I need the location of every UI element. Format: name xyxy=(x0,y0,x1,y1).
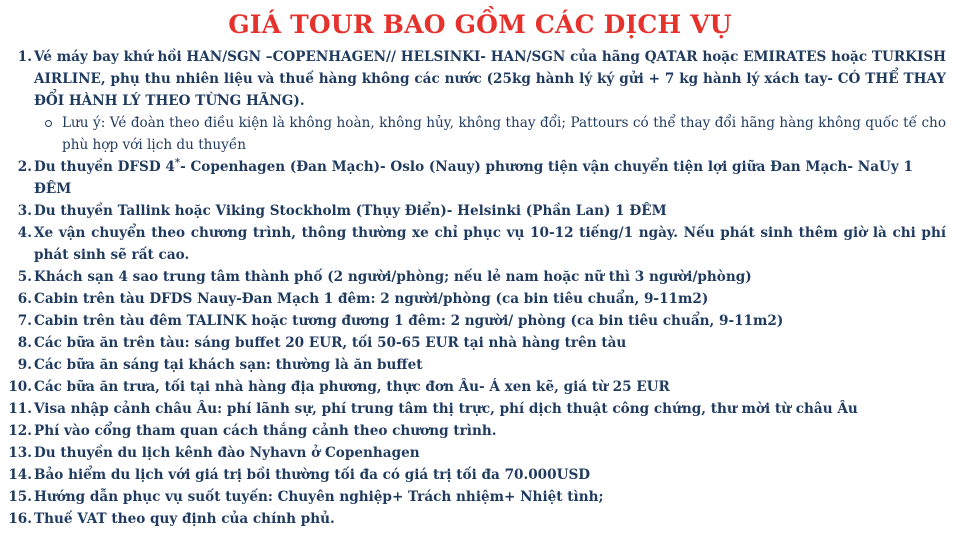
item-text: Xe vận chuyển theo chương trình, thông thường xe chỉ phục vụ 10-12 tiếng/1 ngày. Nếu phát sinh thêm giờ là chi phí phát sinh sẽ rất cao. xyxy=(34,225,946,263)
item-text: Du thuyền DFSD 4 xyxy=(34,159,175,175)
item-number: 7. xyxy=(17,313,32,329)
item-text: Du thuyền Tallink hoặc Viking Stockholm (Thụy Điển)- Helsinki (Phần Lan) 1 ĐÊM xyxy=(34,203,667,219)
services-list xyxy=(0,46,960,530)
list-item xyxy=(0,464,960,486)
item-number: 1. xyxy=(17,49,32,65)
item-number: 16. xyxy=(8,511,32,527)
list-item xyxy=(0,266,960,288)
list-item xyxy=(0,442,960,464)
item-number: 12. xyxy=(8,423,32,439)
list-item xyxy=(0,288,960,310)
item-text: Phí vào cổng tham quan cách thắng cảnh theo chương trình. xyxy=(34,423,497,439)
list-item xyxy=(0,46,960,112)
item-number: 3. xyxy=(17,203,32,219)
item-text: Visa nhập cảnh châu Âu: phí lãnh sự, phí trung tâm thị trực, phí dịch thuật công chứng, thư mời từ châu Âu xyxy=(34,401,858,417)
item-number: 6. xyxy=(17,291,32,307)
list-item xyxy=(0,420,960,442)
item-number: 15. xyxy=(8,489,32,505)
item-superscript: * xyxy=(174,157,181,169)
item-number: 13. xyxy=(8,445,32,461)
circle-bullet-icon xyxy=(45,120,52,127)
item-number: 10. xyxy=(8,379,32,395)
item-text: Thuế VAT theo quy định của chính phủ. xyxy=(34,511,335,527)
item-number: 5. xyxy=(17,269,32,285)
list-item xyxy=(0,376,960,398)
note-text: Lưu ý: Vé đoàn theo điều kiện là không hoàn, không hủy, không thay đổi; Pattours có thể thay đổi hãng hàng không quốc tế cho phù hợp với lịch du thuyền xyxy=(62,115,946,153)
page-title: GIÁ TOUR BAO GỒM CÁC DỊCH VỤ xyxy=(228,10,732,39)
item-text: Vé máy bay khứ hồi HAN/SGN –COPENHAGEN// HELSINKI- HAN/SGN của hãng QATAR hoặc EMIRATES hoặc TURKISH AIRLINE, phụ thu nhiên liệu và thuế hàng không các nước (25kg hành lý ký gửi + 7 kg hành lý xách tay- CÓ THỂ THAY ĐỔI HÀNH LÝ THEO TỪNG HÃNG). xyxy=(34,49,946,109)
list-item xyxy=(0,354,960,376)
item-text: Du thuyền du lịch kênh đào Nyhavn ở Copenhagen xyxy=(34,445,420,461)
item-text: Các bữa ăn sáng tại khách sạn: thường là ăn buffet xyxy=(34,357,423,373)
note-item xyxy=(0,112,960,156)
list-item xyxy=(0,332,960,354)
list-item xyxy=(0,222,960,266)
item-number: 9. xyxy=(17,357,32,373)
list-item xyxy=(0,398,960,420)
item-text: Bảo hiểm du lịch với giá trị bồi thường tối đa có giá trị tối đa 70.000USD xyxy=(34,467,591,483)
list-item xyxy=(0,486,960,508)
item-text: Hướng dẫn phục vụ suốt tuyến: Chuyên nghiệp+ Trách nhiệm+ Nhiệt tình; xyxy=(34,489,604,505)
item-text: Cabin trên tàu đêm TALINK hoặc tương đương 1 đêm: 2 người/ phòng (ca bin tiêu chuẩn, 9-11m2) xyxy=(34,313,784,329)
item-number: 11. xyxy=(8,401,32,417)
item-number: 2. xyxy=(17,159,32,175)
list-item xyxy=(0,310,960,332)
item-number: 8. xyxy=(17,335,32,351)
item-text: - Copenhagen (Đan Mạch)- Oslo (Nauy) phương tiện vận chuyển tiện lợi giữa Đan Mạch- NaUy 1 ĐÊM xyxy=(34,159,913,197)
item-number: 4. xyxy=(17,225,32,241)
item-text: Khách sạn 4 sao trung tâm thành phố (2 người/phòng; nếu lẻ nam hoặc nữ thì 3 người/phòng) xyxy=(34,269,752,285)
list-item xyxy=(0,508,960,530)
list-item xyxy=(0,200,960,222)
item-number: 14. xyxy=(8,467,32,483)
item-text: Các bữa ăn trên tàu: sáng buffet 20 EUR, tối 50-65 EUR tại nhà hàng trên tàu xyxy=(34,335,627,351)
list-item xyxy=(0,156,960,200)
item-text: Các bữa ăn trưa, tối tại nhà hàng địa phương, thực đơn Âu- Á xen kẽ, giá từ 25 EUR xyxy=(34,379,670,395)
item-text: Cabin trên tàu DFDS Nauy-Đan Mạch 1 đêm: 2 người/phòng (ca bin tiêu chuẩn, 9-11m2) xyxy=(34,291,709,307)
